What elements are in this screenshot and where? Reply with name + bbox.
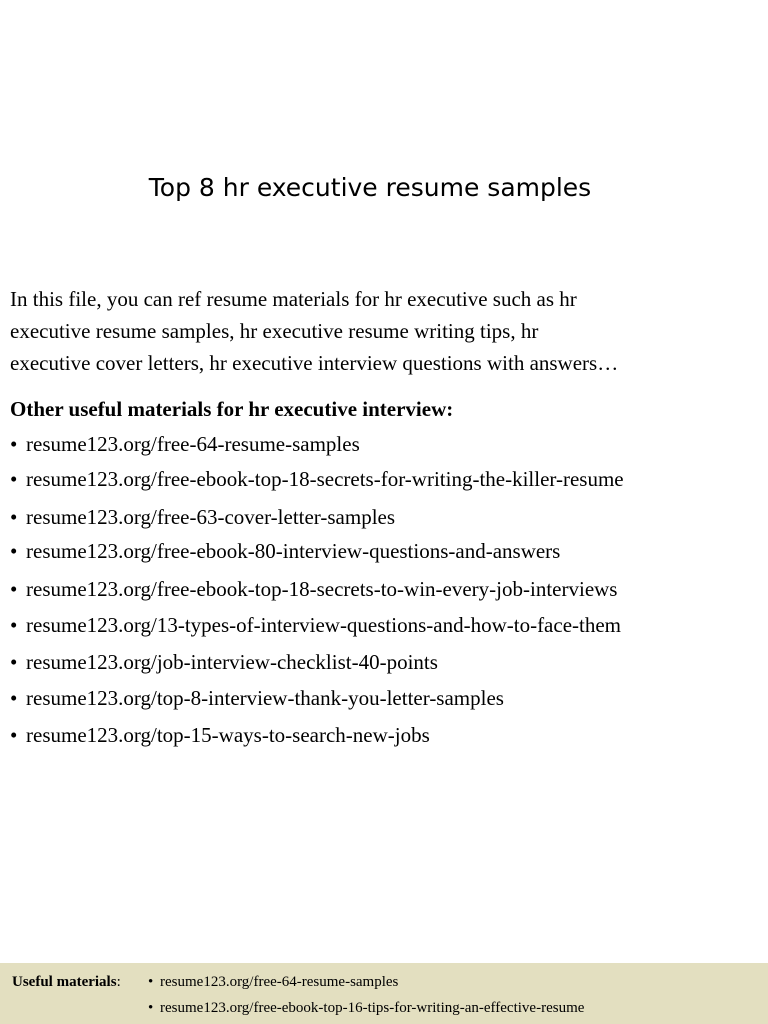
materials-link-item[interactable] (10, 535, 560, 567)
bullet-icon: • (148, 974, 154, 990)
intro-line: executive resume samples, hr executive resume writing tips, hr (10, 319, 539, 343)
bullet-icon: • (10, 686, 18, 710)
materials-link-text: resume123.org/13-types-of-interview-questions-and-how-to-face-them (26, 613, 622, 637)
materials-link-item[interactable] (10, 501, 395, 533)
materials-link-item[interactable] (10, 573, 617, 605)
materials-link-text: resume123.org/free-ebook-80-interview-questions-and-answers (26, 539, 561, 563)
bullet-icon: • (148, 1000, 154, 1016)
footer-label-colon: : (116, 974, 121, 990)
footer-link-text: resume123.org/free-64-resume-samples (160, 974, 399, 990)
materials-link-text: resume123.org/free-64-resume-samples (26, 432, 360, 456)
materials-link-text: resume123.org/top-8-interview-thank-you-letter-samples (26, 686, 504, 710)
footer-link-text: resume123.org/free-ebook-top-16-tips-for-writing-an-effective-resume (160, 1000, 585, 1016)
intro-line: executive cover letters, hr executive interview questions with answers… (10, 351, 619, 375)
materials-link-text: resume123.org/free-63-cover-letter-samples (26, 505, 396, 529)
section-heading: Other useful materials for hr executive interview: (10, 397, 454, 421)
footer-label (12, 971, 121, 993)
bullet-icon: • (10, 650, 18, 674)
materials-link-text: resume123.org/free-ebook-top-18-secrets-for-writing-the-killer-resume (26, 467, 624, 491)
materials-link-item[interactable] (10, 719, 430, 751)
intro-paragraph (10, 283, 762, 379)
materials-link-text: resume123.org/free-ebook-top-18-secrets-to-win-every-job-interviews (26, 577, 618, 601)
bullet-icon: • (10, 432, 18, 456)
page-title (0, 168, 768, 208)
footer-link-item[interactable] (148, 971, 398, 993)
materials-link-item[interactable] (10, 646, 438, 678)
intro-line: In this file, you can ref resume materials for hr executive such as hr (10, 287, 577, 311)
footer-label-text: Useful materials (12, 974, 117, 990)
materials-link-text: resume123.org/job-interview-checklist-40-points (26, 650, 438, 674)
materials-link-item[interactable] (10, 463, 624, 495)
footer-link-item[interactable] (148, 997, 584, 1019)
materials-link-item[interactable] (10, 682, 504, 714)
bullet-icon: • (10, 505, 18, 529)
bullet-icon: • (10, 467, 18, 491)
bullet-icon: • (10, 613, 18, 637)
materials-link-item[interactable] (10, 428, 360, 460)
bullet-icon: • (10, 577, 18, 601)
bullet-icon: • (10, 723, 18, 747)
page-title-text: Top 8 hr executive resume samples (148, 173, 592, 202)
bullet-icon: • (10, 539, 18, 563)
materials-link-text: resume123.org/top-15-ways-to-search-new-jobs (26, 723, 430, 747)
materials-link-item[interactable] (10, 609, 621, 641)
useful-materials-footer (0, 963, 768, 1024)
